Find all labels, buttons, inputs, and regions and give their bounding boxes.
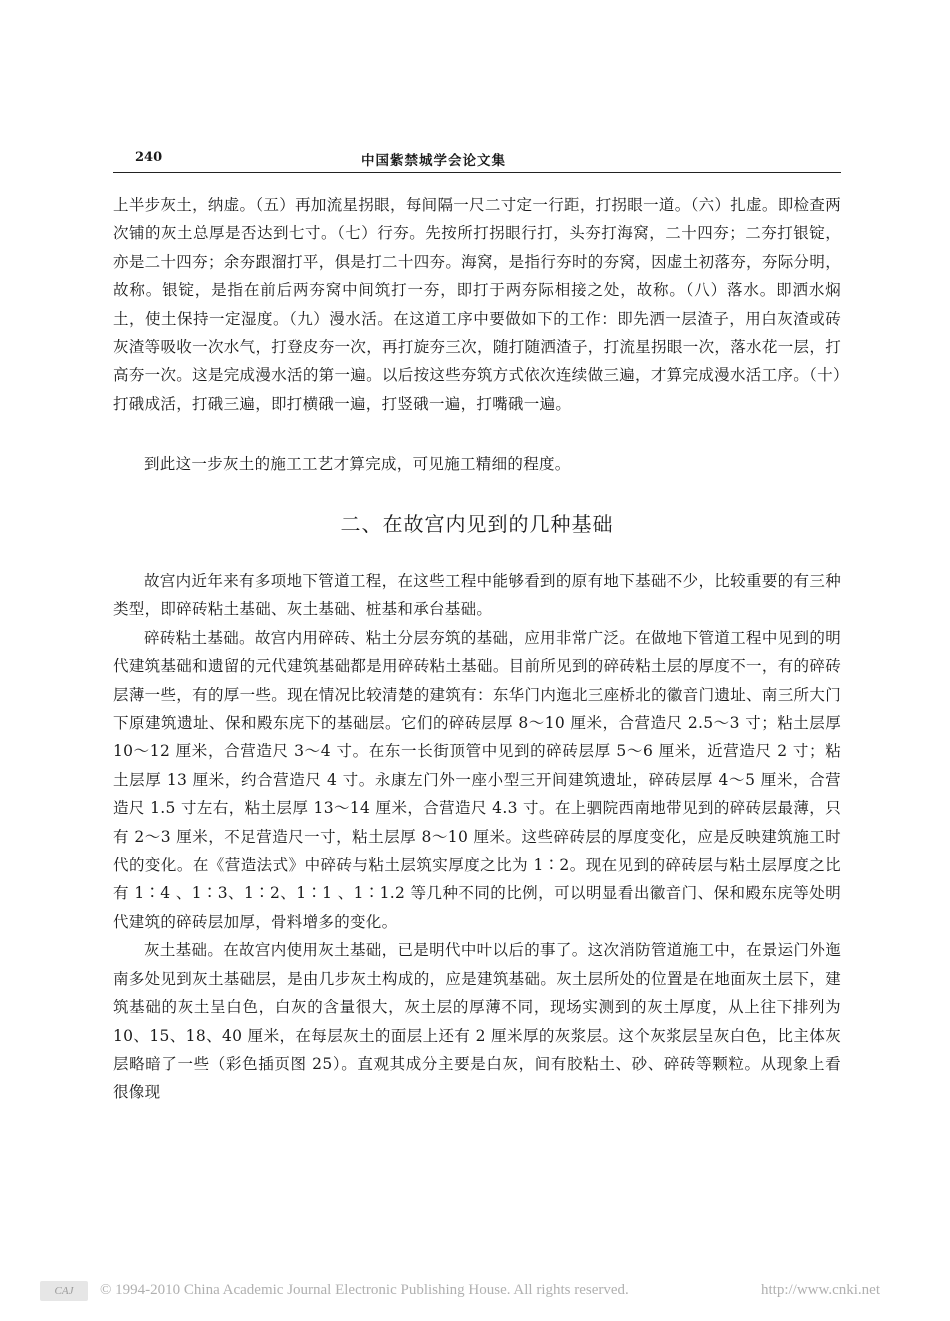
page-footer	[40, 1281, 910, 1303]
paragraph: 故宫内近年来有多项地下管道工程，在这些工程中能够看到的原有地下基础不少，比较重要的有三种类型，即碎砖粘土基础、灰土基础、桩基和承台基础。	[113, 572, 841, 619]
paragraph: 碎砖粘土基础。故宫内用碎砖、粘土分层夯筑的基础，应用非常广泛。在做地下管道工程中见到的明代建筑基础和遗留的元代建筑基础都是用碎砖粘土基础。目前所见到的碎砖粘土层的厚度不一，有的碎砖层薄一些，有的厚一些。现在情况比较清楚的建筑有：东华门内迤北三座桥北的徽音门遗址、南三所大门下原建筑遗址、保和殿东庑下的基础层。它们的碎砖层厚 8～10 厘米，合营造尺 2.5～3 寸；粘土层厚 10～12 厘米，合营造尺 3～4 寸。在东一长街顶管中见到的碎砖层厚 5～6 厘米，近营造尺 2 寸；粘土层厚 13 厘米，约合营造尺 4 寸。永康左门外一座小型三开间建筑遗址，碎砖层厚 4～5 厘米，合营造尺 1.5 寸左右，粘土层厚 13～14 厘米，合营造尺 4.3 寸。在上驷院西南地带见到的碎砖层最薄，只有 2～3 厘米，不足营造尺一寸，粘土层厚 8～10 厘米。这些碎砖层的厚度变化，应是反映建筑施工时代的变化。在《营造法式》中碎砖与粘土层筑实厚度之比为 1∶2。现在见到的碎砖层与粘土层厚度之比有 1∶4 、1∶3、1∶2、1∶1 、1∶1.2 等几种不同的比例，可以明显看出徽音门、保和殿东庑等处明代建筑的碎砖层加厚，骨料增多的变化。	[113, 628, 841, 931]
section-heading: 二、在故宫内见到的几种基础	[340, 512, 614, 536]
page-header	[113, 148, 841, 173]
text-block-bottom	[113, 567, 841, 1107]
paragraph: 上半步灰土，纳虚。（五）再加流星拐眼，每间隔一尺二寸定一行距，打拐眼一道。（六）扎虚。即检查两次铺的灰土总厚是否达到七寸。（七）行夯。先按所打拐眼行打，头夯打海窝，二十四夯；二夯打银锭，亦是二十四夯；余夯跟溜打平，俱是打二十四夯。海窝，是指行夯时的夯窝，因虚土初落夯，夯际分明，故称。银锭，是指在前后两夯窝中间筑打一夯，即打于两夯际相接之处，故称。（八）落水。即洒水焖土，使土保持一定湿度。（九）漫水活。在这道工序中要做如下的工作：即先洒一层渣子，用白灰渣或砖灰渣等吸收一次水气，打登皮夯一次，再打旋夯三次，随打随洒渣子，打流星拐眼一次，落水花一层，打高夯一次。这是完成漫水活的第一遍。以后按这些夯筑方式依次连续做三遍，才算完成漫水活工序。（十）打硪成活，打硪三遍，即打横硪一遍，打竖硪一遍，打嘴硪一遍。	[113, 196, 841, 413]
running-title: 中国紫禁城学会论文集	[361, 153, 506, 169]
paragraph: 到此这一步灰土的施工工艺才算完成，可见施工精细的程度。	[144, 455, 571, 473]
text-block-top	[113, 191, 841, 418]
copyright-notice: © 1994-2010 China Academic Journal Electronic Publishing House. All rights reserved.	[100, 1282, 629, 1298]
footer-link[interactable]: http://www.cnki.net	[760, 1282, 880, 1298]
paragraph: 灰土基础。在故宫内使用灰土基础，已是明代中叶以后的事了。这次消防管道施工中，在景运门外迤南多处见到灰土基础层，是由几步灰土构成的，应是建筑基础。灰土层所处的位置是在地面灰土层下，建筑基础的灰土呈白色，白灰的含量很大，灰土层的厚薄不同，现场实测到的灰土厚度，从上往下排列为 10、15、18、40 厘米，在每层灰土的面层上还有 2 厘米厚的灰浆层。这个灰浆层呈灰白色，比主体灰层略暗了一些（彩色插页图 25）。直观其成分主要是白灰，间有胶粘土、砂、碎砖等颗粒。从现象上看很像现	[113, 941, 841, 1102]
cnki-logo-icon: CAJ	[40, 1281, 88, 1301]
page-number: 240	[135, 150, 163, 165]
text-block-summary	[113, 450, 841, 478]
